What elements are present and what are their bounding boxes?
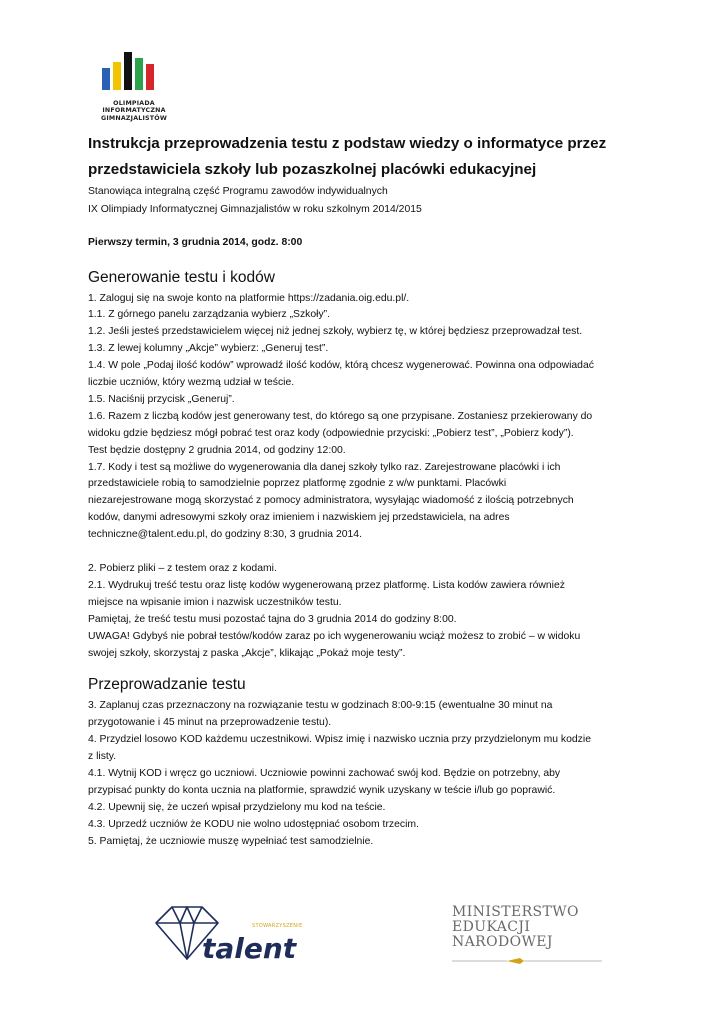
section2-text [88,698,648,850]
text-line: przygotowanie i 45 minut na przeprowadzenie testu). [88,717,332,729]
text-line: 4.3. Uprzedź uczniów że KODU nie wolno udostępniać osobom trzecim. [88,818,419,830]
document-body [88,131,648,851]
text-line: 4.2. Upewnij się, że uczeń wpisał przydzielony mu kod na teście. [88,801,386,813]
talent-logo [140,895,315,975]
ministry-line: EDUKACJI [452,919,531,935]
text-line: UWAGA! Gdybyś nie pobrał testów/kodów zaraz po ich wygenerowaniu wciąż możesz to zrobić – w widoku [88,630,581,642]
ministry-line: MINISTERSTWO [452,904,579,920]
text-line: 3. Zaplanuj czas przeznaczony na rozwiązanie testu w godzinach 8:00-9:15 (ewentualne 30 minut na [88,700,553,712]
text-line: 1.1. Z górnego panelu zarządzania wybierz „Szkoły”. [88,309,330,321]
date-line: Pierwszy termin, 3 grudnia 2014, godz. 8:00 [88,237,303,248]
ministry-logo [452,905,612,975]
section-heading-conducting: Przeprowadzanie testu [88,676,246,694]
subtitle-line: IX Olimpiady Informatycznej Gimnazjalistów w roku szkolnym 2014/2015 [88,203,422,215]
text-line: 1. Zaloguj się na swoje konto na platformie https://zadania.oig.edu.pl/. [88,292,410,304]
logo-line: OLIMPIADA [113,100,155,107]
logo-line: GIMNAZJALISTÓW [101,114,167,122]
text-line: 1.2. Jeśli jesteś przedstawicielem więcej niż jednej szkoły, wybierz tę, w której będziesz przeprowadzał test. [88,326,583,338]
text-line: Test będzie dostępny 2 grudnia 2014, od godziny 12:00. [88,444,346,456]
text-line: przypisać punkty do konta ucznia na platformie, sprawdzić wynik uzyskany w teście i/lub go poprawić. [88,784,556,796]
text-line: 1.7. Kody i test są możliwe do wygenerowania dla danej szkoły tylko raz. Zarejestrowane placówki i ich [88,461,561,473]
text-line: kodów, danymi adresowymi szkoły oraz imieniem i nazwiskiem jej przedstawiciela, na adres [88,512,510,524]
olympiad-logo-text [88,100,180,122]
text-line: 4. Przydziel losowo KOD każdemu uczestnikowi. Wpisz imię i nazwisko ucznia przy przydzielonym mu kodzie [88,734,591,746]
text-line: 4.1. Wytnij KOD i wręcz go uczniowi. Uczniowie powinni zachować swój kod. Będzie on potrzebny, aby [88,768,561,780]
text-line: liczbie uczniów, który wezmą udział w teście. [88,377,295,389]
text-line: miejsce na wpisanie imion i nazwisk uczestników testu. [88,596,342,608]
section-heading-generation: Generowanie testu i kodów [88,268,275,286]
text-line: z listy. [88,751,117,763]
text-line: 1.4. W pole „Podaj ilość kodów” wprowadź ilość kodów, którą chcesz wygenerować. Powinna ona odpowiadać [88,360,594,372]
text-line: Pamiętaj, że treść testu musi pozostać tajna do 3 grudnia 2014 do godziny 8:00. [88,613,457,625]
logo-line: INFORMATYCZNA [102,107,166,115]
text-line: 2.1. Wydrukuj treść testu oraz listę kodów wygenerowaną przez platformę. Lista kodów zawiera również [88,579,565,591]
title-line: Instrukcja przeprowadzenia testu z podstaw wiedzy o informatyce przez [88,135,607,152]
title-line: przedstawiciela szkoły lub pozaszkolnej placówki edukacyjnej [88,161,537,178]
text-line: niezarejestrowane mogą skorzystać z pomocy administratora, wysyłając wiadomość z ilością potrzebnych [88,495,574,507]
pen-nib-icon [452,956,602,966]
text-line: przedstawiciele robią to samodzielnie poprzez platformę zgodnie z w/w punktami. Placówki [88,478,507,490]
document-title [88,131,648,183]
text-line: techniczne@talent.edu.pl, do godziny 8:30, 3 grudnia 2014. [88,529,362,541]
text-line: 1.3. Z lewej kolumny „Akcje” wybierz: „Generuj test”. [88,343,329,355]
subtitle-line: Stanowiąca integralną część Programu zawodów indywidualnych [88,186,388,197]
text-line: 1.5. Naciśnij przycisk „Generuj”. [88,393,235,405]
text-line: 5. Pamiętaj, że uczniowie muszę wypełniać test samodzielnie. [88,835,374,847]
section1-text [88,291,648,663]
talent-wordmark: talent [202,932,297,965]
text-line: swojej szkoły, skorzystaj z paska „Akcje”, klikając „Pokaż moje testy”. [88,647,406,659]
text-line: 2. Pobierz pliki – z testem oraz z kodami. [88,562,277,574]
ministry-line: NARODOWEJ [452,934,553,950]
talent-small-text: STOWARZYSZENIE [252,923,303,929]
text-line: 1.6. Razem z liczbą kodów jest generowany test, do którego są one przypisane. Zostaniesz przekierowany do [88,410,593,422]
text-line: widoku gdzie będziesz mógł pobrać test oraz kody (odpowiednie przyciski: „Pobierz test”, „Pobierz kody”). [88,427,574,439]
